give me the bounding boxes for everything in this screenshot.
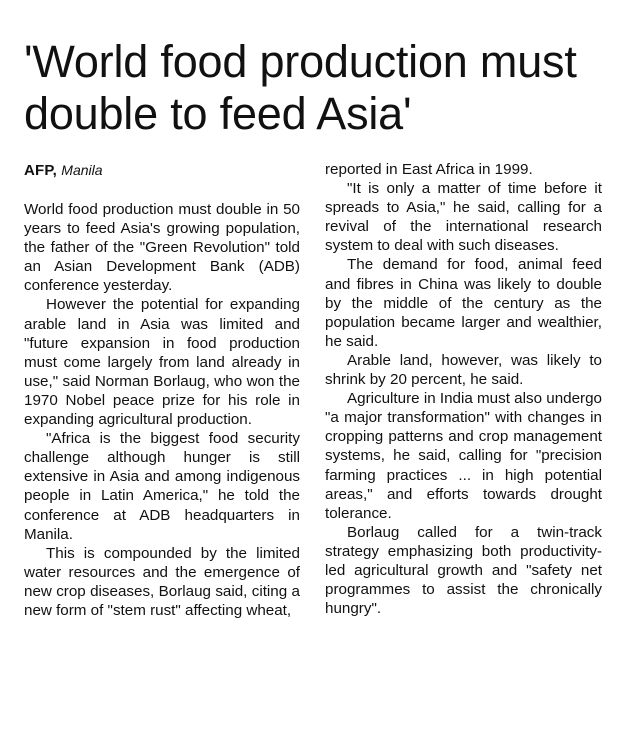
right-column [325,160,602,618]
paragraph: Borlaug called for a twin-track strategy emphasizing both productivity-led agricultural growth and "safety net programmes to assist the chronically hungry". [325,523,602,618]
paragraph-continued: reported in East Africa in 1999. [325,161,533,178]
paragraph: Arable land, however, was likely to shrink by 20 percent, he said. [325,351,602,389]
column-divider [312,160,313,720]
byline-agency: AFP, [24,162,58,179]
headline: 'World food production must double to feed Asia' [24,36,577,139]
byline-place: Manila [61,162,103,178]
paragraph: World food production must double in 50 years to feed Asia's growing population, the father of the "Green Revolution" told an Asian Development Bank (ADB) conference yesterday. [24,201,300,295]
paragraph: The demand for food, animal feed and fibres in China was likely to double by the middle of the century as the population became larger and wealthier, he said. [325,256,602,350]
left-column [24,160,300,620]
paragraph: "Africa is the biggest food security challenge although hunger is still extensive in Asia and among indigenous people in Latin America," he told the conference at ADB headquarters in Manila. [24,430,300,543]
paragraph: This is compounded by the limited water resources and the emergence of new crop diseases, Borlaug said, citing a new form of "stem rust" affecting wheat, [24,544,300,619]
byline [24,160,300,180]
paragraph: However the potential for expanding arable land in Asia was limited and "future expansion in food production must come largely from land already in use," said Norman Borlaug, who won the 1970 Nobel peace prize for his role in expanding agricultural production. [24,296,300,429]
paragraph: "It is only a matter of time before it spreads to Asia," he said, calling for a revival of the international research system to deal with such diseases. [325,180,602,255]
paragraph: Agriculture in India must also undergo "a major transformation" with changes in cropping patterns and crop management systems, he said, calling for "precision farming practices ... in high potential areas," and efforts towards drought tolerance. [325,390,602,522]
